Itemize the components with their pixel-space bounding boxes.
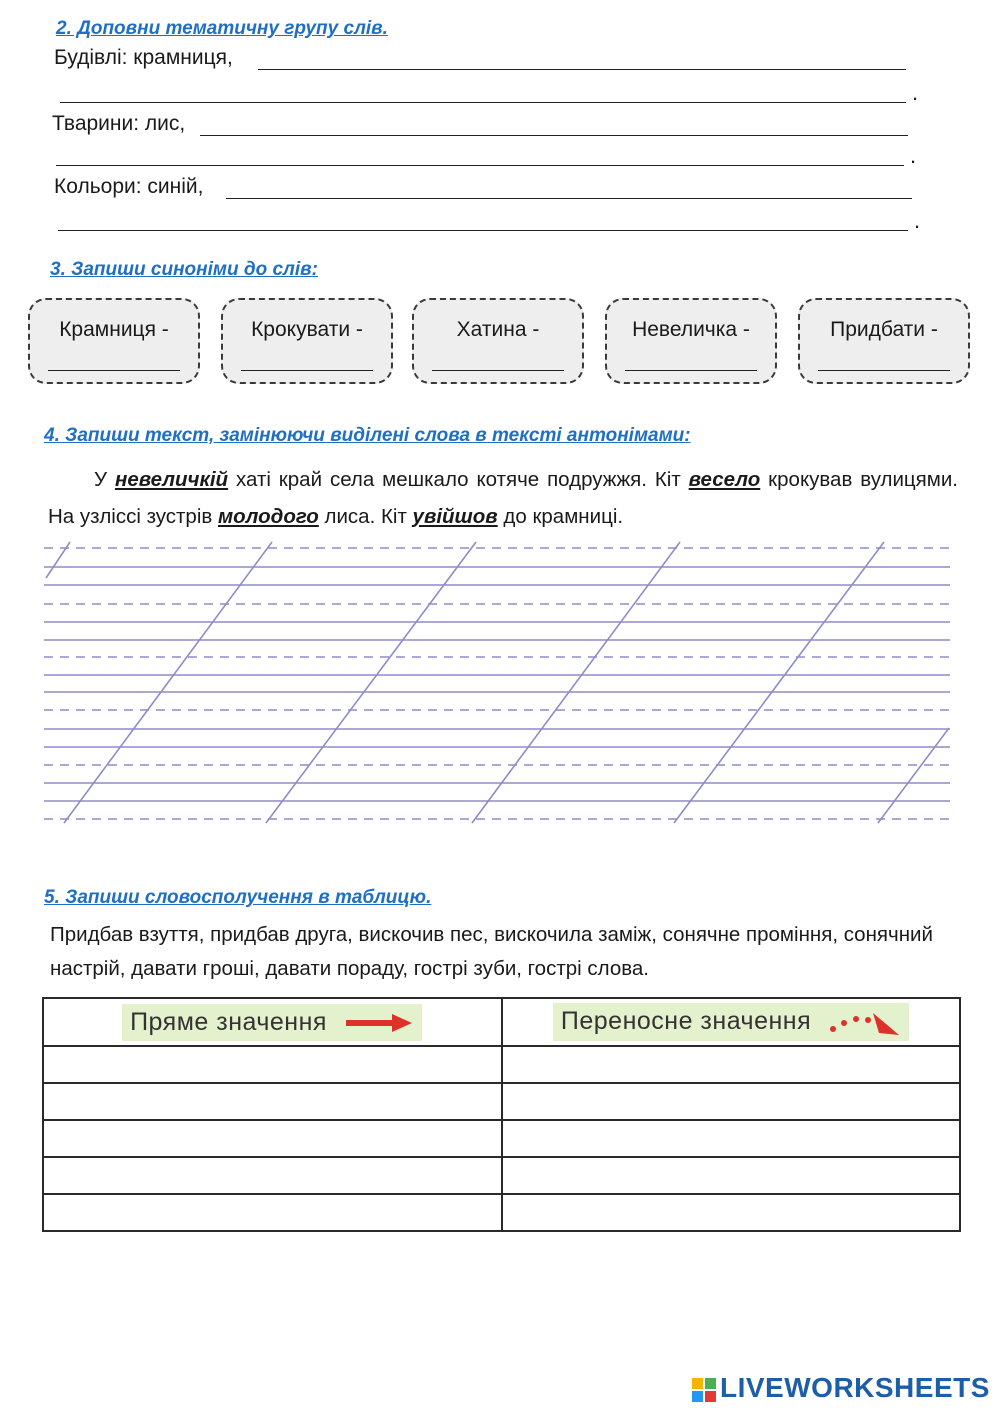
table-row bbox=[43, 1194, 960, 1231]
liveworksheets-logo-icon bbox=[692, 1378, 716, 1402]
task5-title: 5. Запиши словосполучення в таблицю. bbox=[44, 887, 432, 908]
header-figurative-label: Переносне значення bbox=[560, 1006, 812, 1035]
table-row bbox=[43, 1046, 960, 1083]
header-direct bbox=[122, 1004, 422, 1041]
table-row bbox=[43, 1120, 960, 1157]
highlighted-word: увійшов bbox=[412, 505, 498, 528]
end-period: . bbox=[914, 208, 921, 233]
highlighted-word: невеличкій bbox=[114, 468, 229, 491]
figurative-answer-cell[interactable] bbox=[502, 1120, 961, 1157]
task2-label-colors: Кольори: синій, bbox=[54, 175, 204, 198]
synonym-word: Придбати - bbox=[830, 318, 938, 341]
direct-answer-cell[interactable] bbox=[43, 1194, 502, 1231]
direct-answer-cell[interactable] bbox=[43, 1120, 502, 1157]
highlighted-word: весело bbox=[688, 468, 761, 491]
task5-word-list: Придбав взуття, придбав друга, вискочив пес, вискочила заміж, сонячне проміння, сонячний настрій, давати гроші, давати пораду, гострі зуби, гострі слова. bbox=[50, 923, 933, 980]
synonym-card-nevelychka bbox=[605, 298, 777, 384]
text-fragment: У bbox=[94, 468, 115, 491]
task3-title: 3. Запиши синоніми до слів: bbox=[50, 259, 318, 280]
synonym-word: Крамниця - bbox=[59, 318, 169, 341]
synonym-answer-input[interactable] bbox=[48, 348, 180, 371]
dotted-arrow-icon bbox=[827, 1007, 901, 1037]
end-period: . bbox=[910, 143, 917, 168]
figurative-answer-cell[interactable] bbox=[502, 1194, 961, 1231]
synonym-card-prydbaty bbox=[798, 298, 970, 384]
meaning-table bbox=[42, 997, 961, 1232]
header-figurative-cell bbox=[502, 998, 961, 1046]
direct-answer-cell[interactable] bbox=[43, 1157, 502, 1194]
synonym-answer-input[interactable] bbox=[818, 348, 950, 371]
synonym-answer-input[interactable] bbox=[625, 348, 757, 371]
handwriting-practice-area[interactable] bbox=[44, 538, 952, 828]
synonym-answer-input[interactable] bbox=[241, 348, 373, 371]
direct-answer-cell[interactable] bbox=[43, 1046, 502, 1083]
text-fragment: лиса. Кіт bbox=[318, 505, 413, 528]
header-figurative bbox=[553, 1003, 909, 1041]
end-period: . bbox=[912, 80, 919, 105]
text-fragment: хаті край села мешкало котяче подружжя. Кіт bbox=[228, 468, 689, 491]
table-row bbox=[43, 1083, 960, 1120]
highlighted-word: молодого bbox=[217, 505, 319, 528]
ruled-lines bbox=[44, 548, 950, 819]
figurative-answer-cell[interactable] bbox=[502, 1083, 961, 1120]
synonym-card-krokuvaty bbox=[221, 298, 393, 384]
slant-lines bbox=[46, 542, 949, 823]
synonym-answer-input[interactable] bbox=[432, 348, 564, 371]
synonym-word: Невеличка - bbox=[632, 318, 750, 341]
table-row bbox=[43, 1157, 960, 1194]
header-direct-label: Пряме значення bbox=[130, 1007, 327, 1036]
task2-label-buildings: Будівлі: крамниця, bbox=[54, 46, 233, 69]
text-fragment: до крамниці. bbox=[497, 505, 624, 528]
header-direct-cell bbox=[43, 998, 502, 1046]
animals-answer-input-2[interactable] bbox=[56, 139, 904, 166]
synonym-card-kramnytsia bbox=[28, 298, 200, 384]
buildings-answer-input-2[interactable] bbox=[60, 76, 906, 103]
figurative-answer-cell[interactable] bbox=[502, 1046, 961, 1083]
colors-answer-input-2[interactable] bbox=[58, 204, 908, 231]
buildings-answer-input-1[interactable] bbox=[258, 43, 906, 70]
synonym-word: Крокувати - bbox=[251, 318, 363, 341]
direct-answer-cell[interactable] bbox=[43, 1083, 502, 1120]
figurative-answer-cell[interactable] bbox=[502, 1157, 961, 1194]
task2-title: 2. Доповни тематичну групу слів. bbox=[56, 18, 388, 39]
task4-title: 4. Запиши текст, замінюючи виділені слова в тексті антонімами: bbox=[44, 425, 691, 446]
colors-answer-input-1[interactable] bbox=[226, 172, 912, 199]
synonym-word: Хатина - bbox=[456, 318, 540, 341]
task2-label-animals: Тварини: лис, bbox=[52, 112, 186, 135]
animals-answer-input-1[interactable] bbox=[200, 109, 908, 136]
synonym-card-khatyna bbox=[412, 298, 584, 384]
text-fragment: крокував вулицями. На узліссі зустрів bbox=[48, 468, 958, 528]
liveworksheets-logo[interactable]: LIVEWORKSHEETS bbox=[720, 1372, 990, 1403]
arrow-right-icon bbox=[344, 1013, 414, 1033]
task4-paragraph bbox=[48, 461, 958, 535]
